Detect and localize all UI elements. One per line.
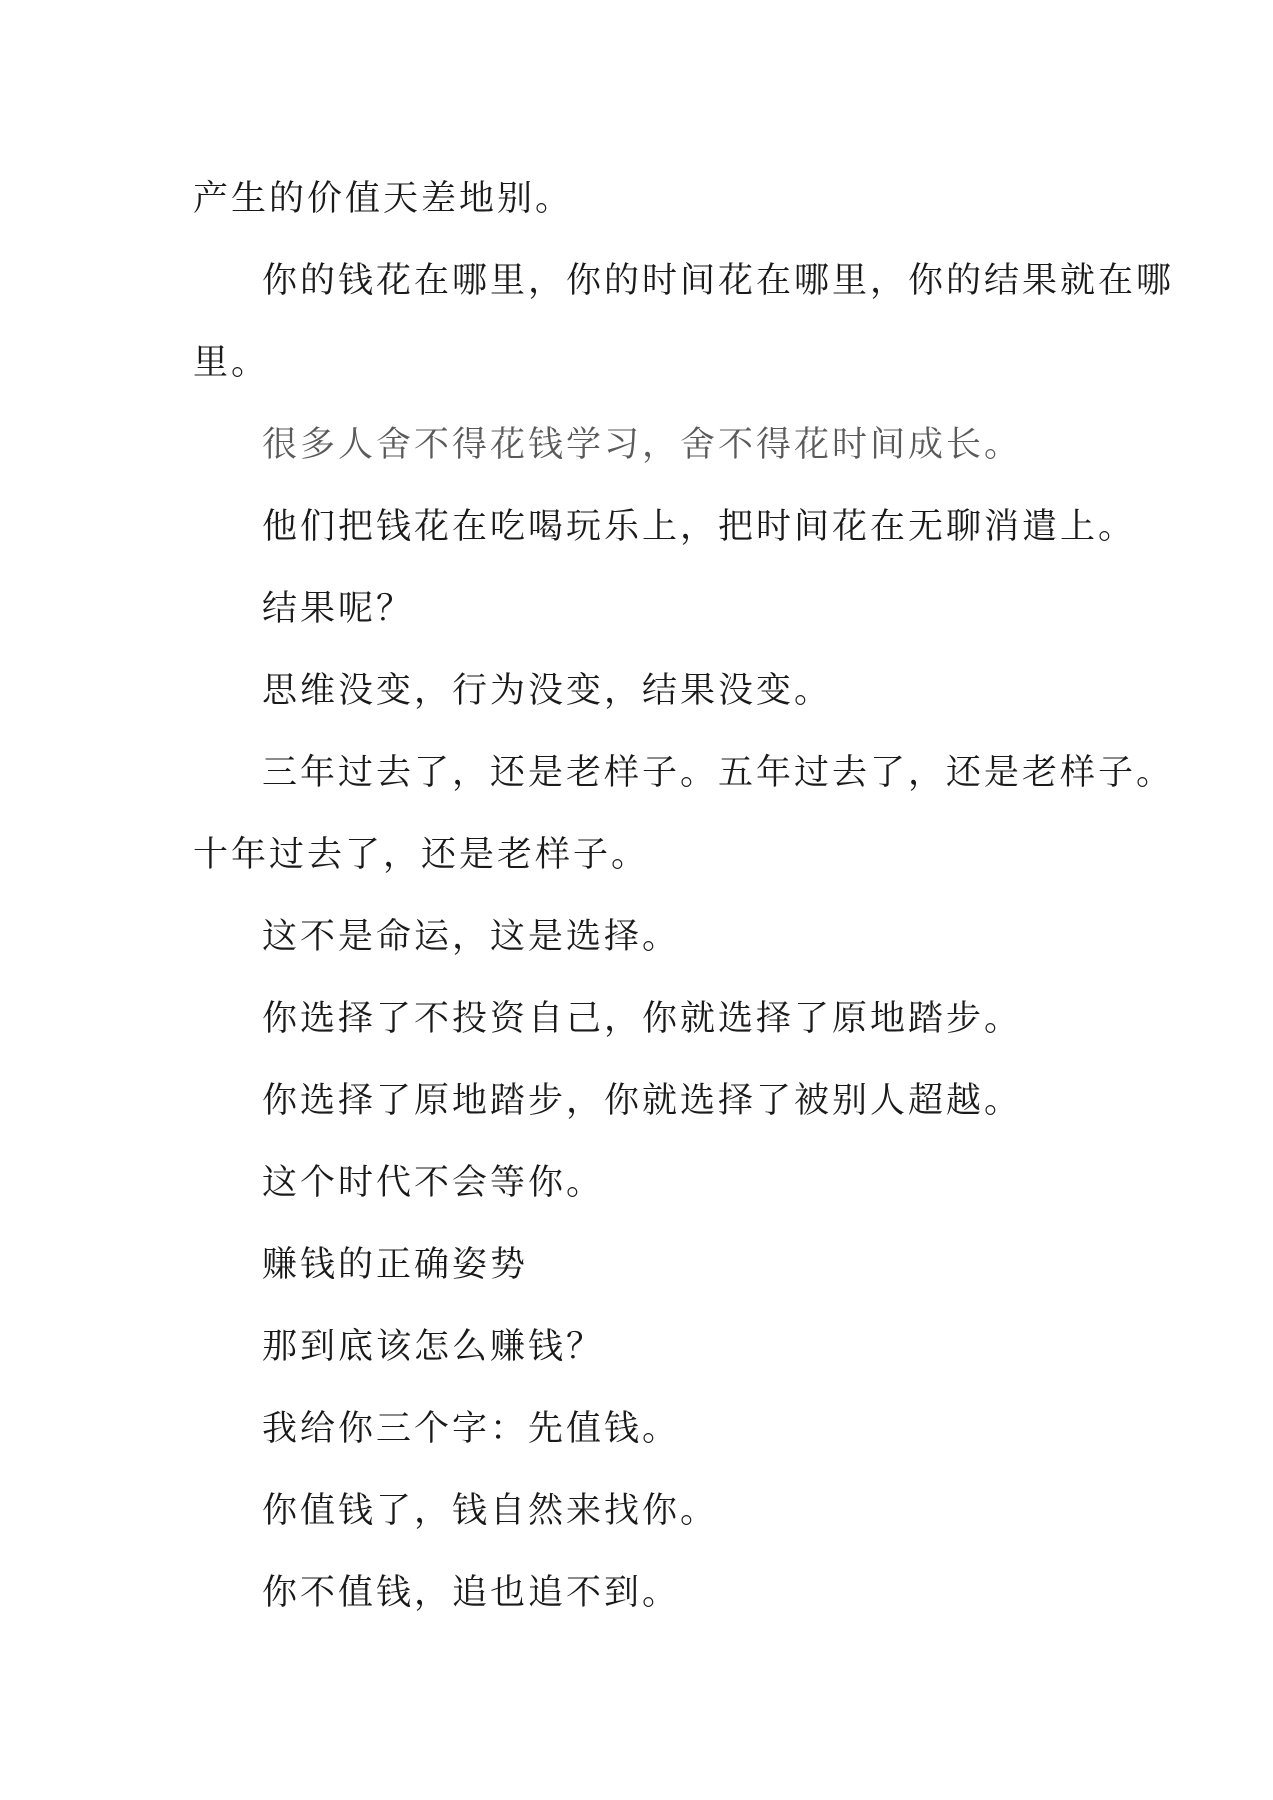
text-line: 你选择了原地踏步，你就选择了被别人超越。 xyxy=(262,1081,1023,1121)
text-line: 三年过去了，还是老样子。五年过去了，还是老样子。 xyxy=(262,753,1175,793)
text-line: 你值钱了，钱自然来找你。 xyxy=(262,1491,719,1531)
text-line: 很多人舍不得花钱学习，舍不得花时间成长。 xyxy=(262,425,1023,465)
text-line: 那到底该怎么赚钱？ xyxy=(262,1327,605,1367)
text-line: 我给你三个字：先值钱。 xyxy=(262,1409,681,1449)
text-line: 里。 xyxy=(193,343,270,383)
text-line: 你选择了不投资自己，你就选择了原地踏步。 xyxy=(262,999,1023,1039)
text-line: 你的钱花在哪里，你的时间花在哪里，你的结果就在哪 xyxy=(262,261,1175,301)
section-heading: 赚钱的正确姿势 xyxy=(262,1245,529,1285)
text-line: 十年过去了，还是老样子。 xyxy=(193,835,650,875)
text-line: 这个时代不会等你。 xyxy=(262,1163,605,1203)
text-line: 思维没变，行为没变，结果没变。 xyxy=(262,671,833,711)
text-line: 你不值钱，追也追不到。 xyxy=(262,1573,681,1613)
text-line: 产生的价值天差地别。 xyxy=(193,179,574,219)
text-line: 他们把钱花在吃喝玩乐上，把时间花在无聊消遣上。 xyxy=(262,507,1137,547)
text-line: 结果呢？ xyxy=(262,589,415,629)
text-line: 这不是命运，这是选择。 xyxy=(262,917,681,957)
